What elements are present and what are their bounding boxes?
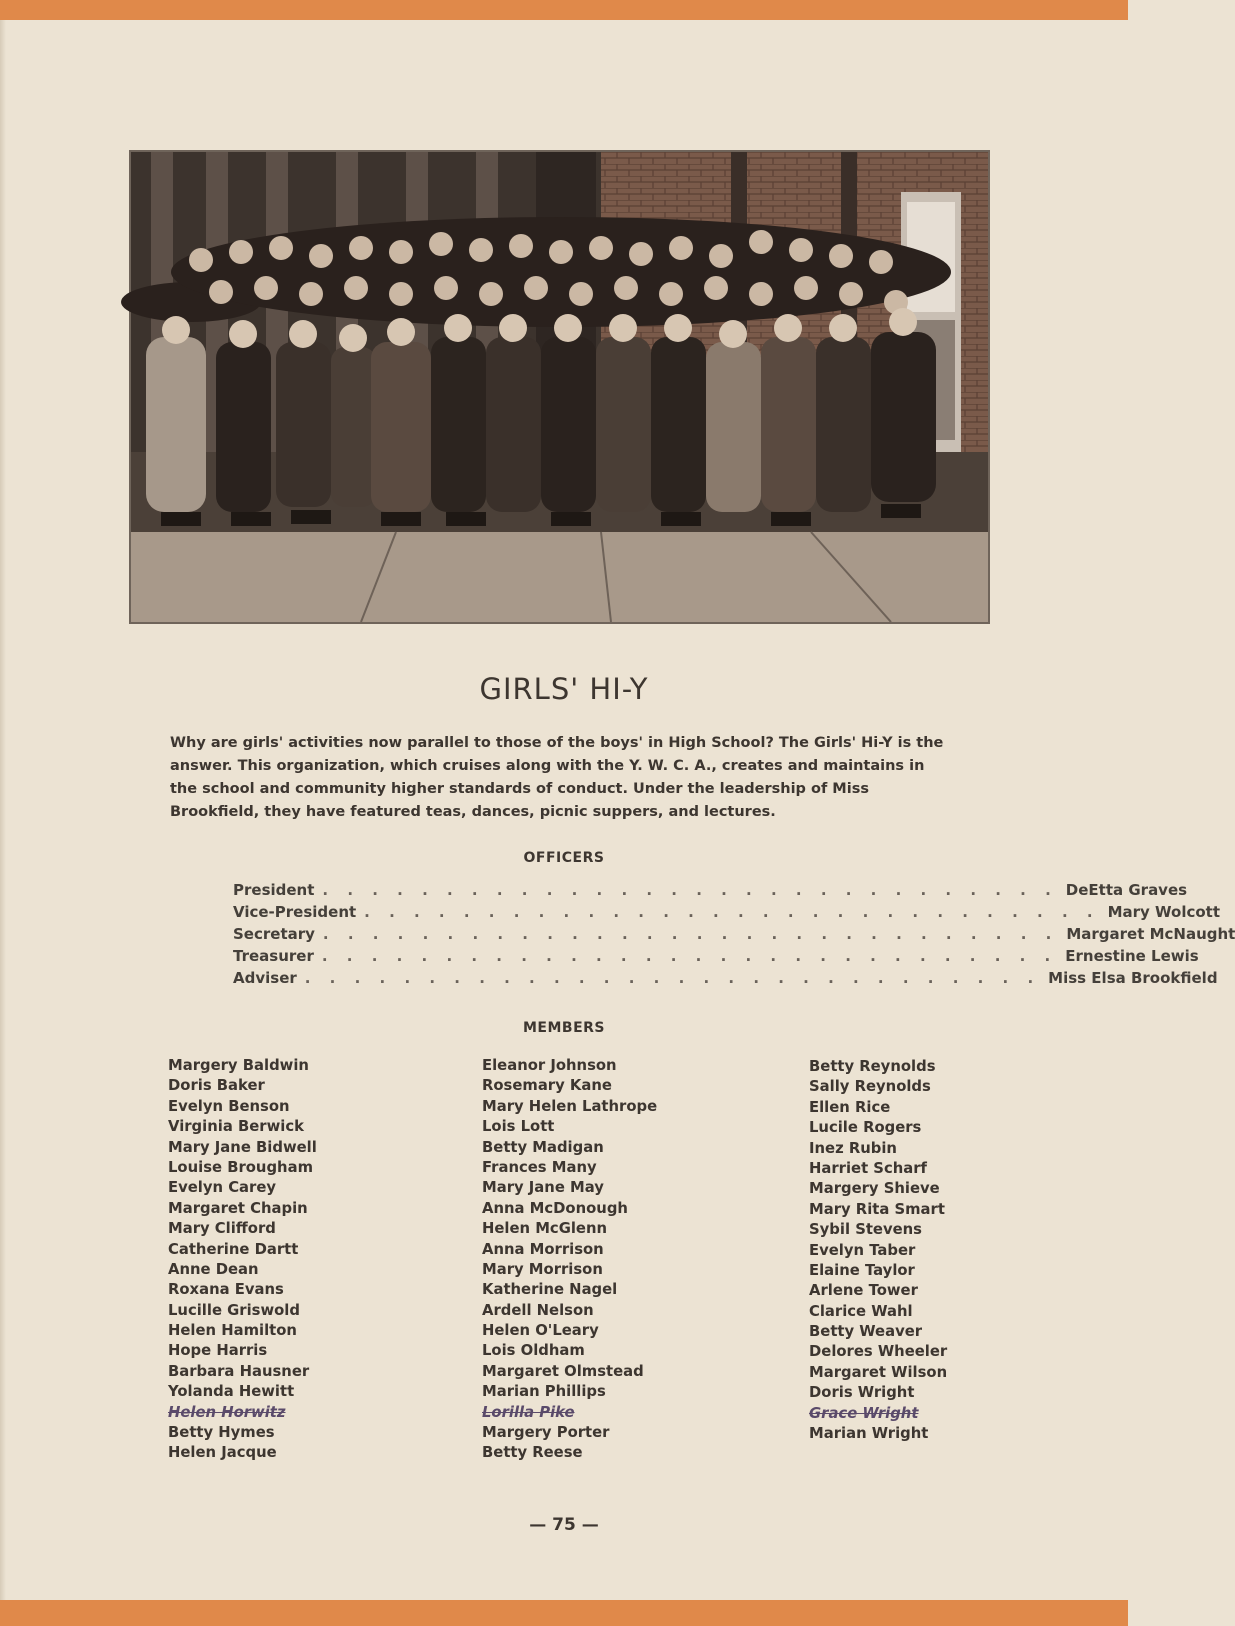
officer-role: President: [233, 881, 315, 899]
leader-dots: . . . . . . . . . . . . . . . . . . . . . . . . . . . . . .: [364, 903, 1100, 921]
member-name: Mary Jane May: [482, 1179, 604, 1197]
member-name: Catherine Dartt: [168, 1240, 299, 1258]
member-name: Hope Harris: [168, 1342, 268, 1360]
page-spine-shadow: [0, 20, 6, 1600]
members-column-2: [482, 1056, 657, 1464]
member-name: Roxana Evans: [168, 1281, 284, 1299]
member-name: Helen Hamilton: [168, 1322, 297, 1340]
member-name: Betty Reynolds: [809, 1058, 936, 1075]
member-name: Margery Porter: [482, 1424, 610, 1442]
member-name: Sally Reynolds: [809, 1078, 931, 1096]
member-name: Doris Baker: [168, 1077, 265, 1095]
member-name: Inez Rubin: [809, 1139, 897, 1157]
leader-dots: . . . . . . . . . . . . . . . . . . . . . . . . . . . . . .: [322, 925, 1059, 943]
officer-row: [233, 969, 1218, 991]
member-name: Margaret Wilson: [809, 1363, 948, 1381]
member-name: Betty Hymes: [168, 1424, 275, 1442]
leader-dots: . . . . . . . . . . . . . . . . . . . . . . . . . . . . . .: [322, 881, 1058, 899]
officer-name: Ernestine Lewis: [1065, 947, 1199, 965]
intro-paragraph: Why are girls' activities now parallel to those of the boys' in High School? The Girls' Hi-Y is the answer. This organization, which cruises along with the Y. W. C. A., creates and maintains in the school and community higher standards of conduct. Under the leadership of Miss Brookfield, they have featured teas, dances, picnic suppers, and lectures.: [170, 735, 944, 820]
member-name: Rosemary Kane: [482, 1077, 612, 1095]
member-name: Elaine Taylor: [809, 1261, 915, 1279]
member-name: Evelyn Benson: [168, 1097, 290, 1115]
officer-role: Vice-President: [233, 903, 357, 921]
member-name: Virginia Berwick: [168, 1118, 304, 1136]
officer-name: DeEtta Graves: [1065, 881, 1188, 899]
page-title: GIRLS' HI-Y: [479, 672, 649, 706]
member-name: Betty Reese: [482, 1444, 583, 1462]
member-name: Evelyn Taber: [809, 1241, 916, 1259]
group-photo-image: [131, 152, 988, 622]
member-name: Doris Wright: [809, 1384, 915, 1402]
member-name: Betty Weaver: [809, 1323, 923, 1341]
member-name: Anne Dean: [168, 1260, 259, 1278]
officer-name: Mary Wolcott: [1107, 903, 1221, 921]
member-name: Marian Phillips: [482, 1383, 606, 1401]
member-name: Margery Shieve: [809, 1180, 940, 1198]
officers-heading: OFFICERS: [523, 850, 605, 866]
member-name: Mary Clifford: [168, 1220, 276, 1238]
bottom-color-band: [0, 1600, 1128, 1626]
member-name: Margaret Olmstead: [482, 1362, 644, 1380]
leader-dots: . . . . . . . . . . . . . . . . . . . . . . . . . . . . . .: [304, 969, 1041, 987]
officer-role: Secretary: [233, 925, 315, 943]
officer-row: [233, 881, 1188, 903]
member-name: Marian Wright: [809, 1425, 929, 1443]
member-name: Ellen Rice: [809, 1098, 891, 1116]
officer-name: Miss Elsa Brookfield: [1048, 969, 1218, 987]
member-name: Grace Wright: [809, 1404, 919, 1422]
group-photo: [129, 150, 990, 624]
member-name: Anna McDonough: [482, 1199, 628, 1217]
member-name: Delores Wheeler: [809, 1343, 948, 1361]
officer-role: Adviser: [233, 969, 297, 987]
officers-list: [233, 881, 1235, 991]
officer-row: [233, 903, 1221, 925]
member-name: Louise Brougham: [168, 1158, 313, 1176]
member-name: Lois Oldham: [482, 1342, 585, 1360]
members-heading: MEMBERS: [522, 1020, 606, 1036]
member-name: Sybil Stevens: [809, 1221, 922, 1239]
member-name: Mary Helen Lathrope: [482, 1097, 658, 1115]
member-name: Margaret Chapin: [168, 1199, 308, 1217]
officer-row: [233, 925, 1235, 947]
members-column-3: [809, 1057, 947, 1444]
members-column-1: [168, 1056, 317, 1464]
member-name: Arlene Tower: [809, 1282, 918, 1300]
officer-name: Margaret McNaught: [1066, 925, 1235, 943]
member-name: Helen McGlenn: [482, 1220, 608, 1238]
page-number: — 75 —: [529, 1515, 599, 1535]
member-name: Lois Lott: [482, 1118, 555, 1136]
member-name: Lorilla Pike: [482, 1403, 575, 1421]
officer-row: [233, 947, 1199, 969]
member-name: Frances Many: [482, 1158, 597, 1176]
member-name: Katherine Nagel: [482, 1281, 618, 1299]
member-name: Eleanor Johnson: [482, 1057, 617, 1074]
member-name: Mary Rita Smart: [809, 1200, 945, 1218]
member-name: Barbara Hausner: [168, 1362, 310, 1380]
member-name: Harriet Scharf: [809, 1159, 927, 1177]
member-name: Helen O'Leary: [482, 1322, 599, 1340]
member-name: Betty Madigan: [482, 1138, 604, 1156]
member-name: Clarice Wahl: [809, 1302, 913, 1320]
member-name: Mary Jane Bidwell: [168, 1138, 317, 1156]
member-name: Lucile Rogers: [809, 1119, 922, 1137]
member-name: Lucille Griswold: [168, 1301, 300, 1319]
member-name: Yolanda Hewitt: [168, 1383, 295, 1401]
member-name: Ardell Nelson: [482, 1301, 594, 1319]
member-name: Helen Jacque: [168, 1444, 277, 1462]
member-name: Anna Morrison: [482, 1240, 604, 1258]
member-name: Margery Baldwin: [168, 1057, 309, 1074]
member-name: Mary Morrison: [482, 1260, 603, 1278]
member-name: Evelyn Carey: [168, 1179, 277, 1197]
leader-dots: . . . . . . . . . . . . . . . . . . . . . . . . . . . . . .: [321, 947, 1058, 965]
top-color-band: [0, 0, 1128, 20]
officer-role: Treasurer: [233, 947, 314, 965]
member-name: Helen Horwitz: [168, 1403, 286, 1421]
